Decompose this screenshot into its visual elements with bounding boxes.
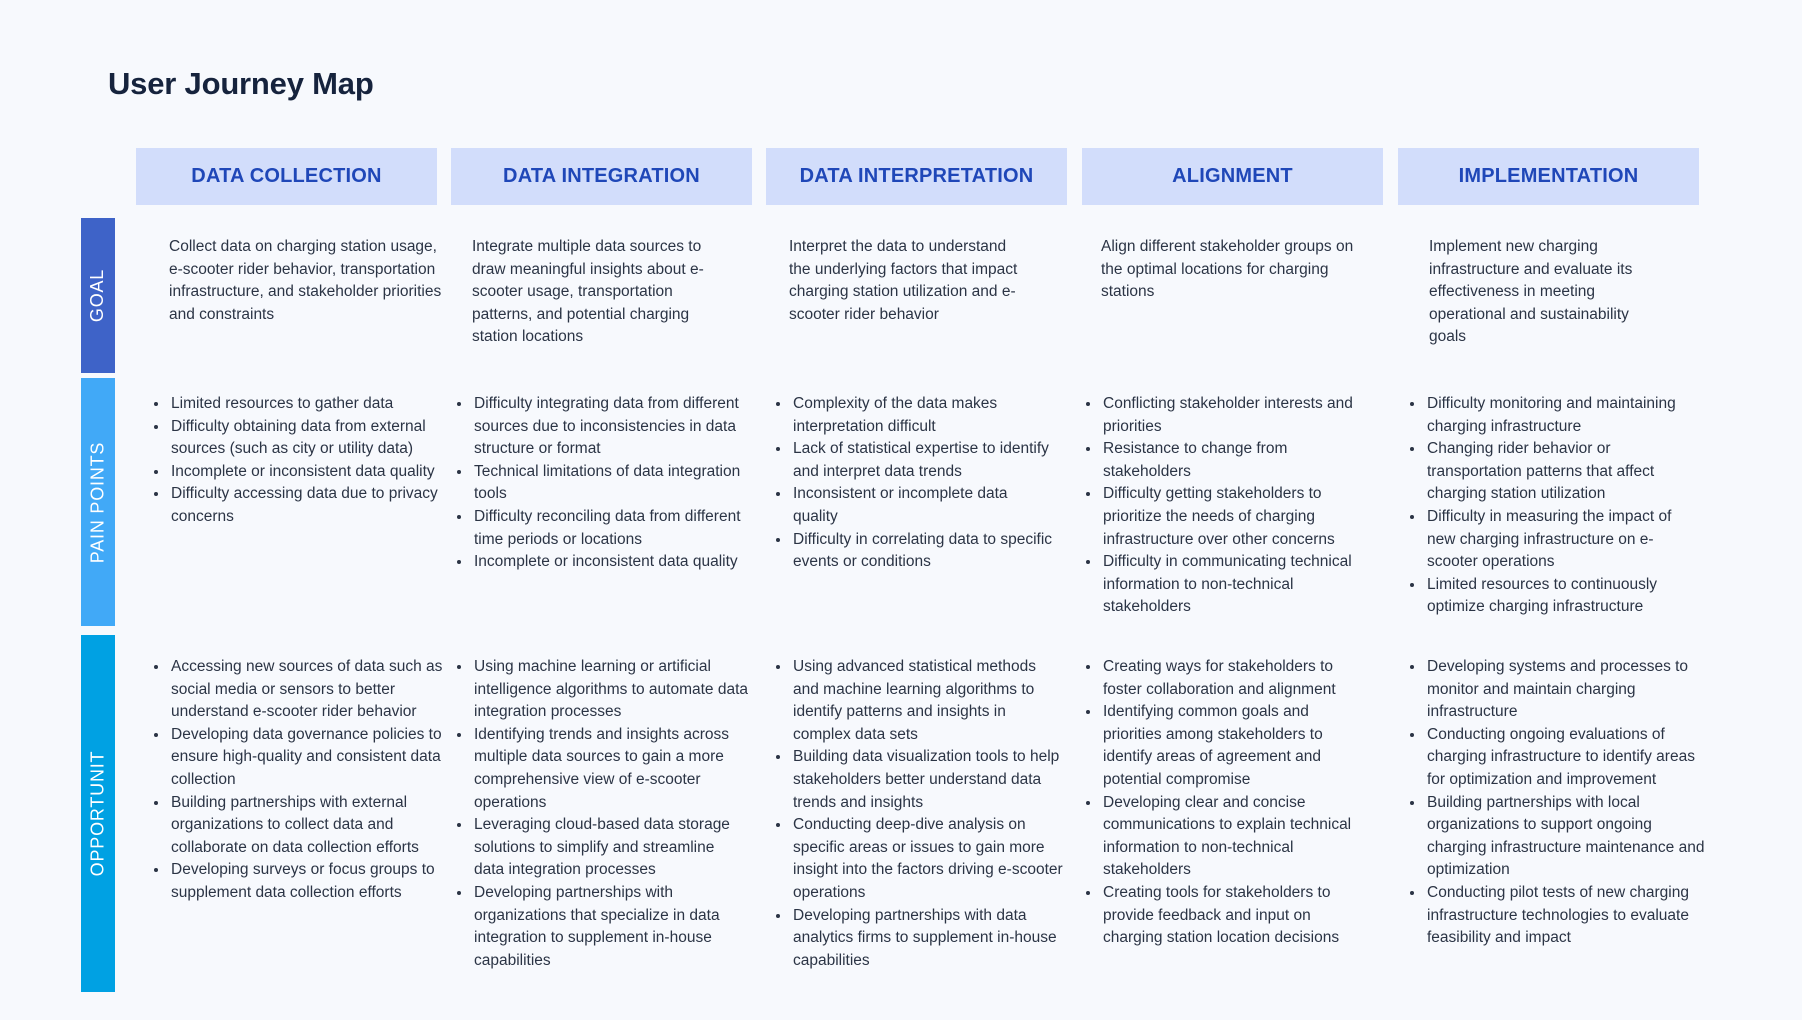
pain-points-cell-data-integration (456, 393, 748, 574)
list-item: • Complexity of the data makes interpretation difficult (791, 393, 1055, 438)
opportunities-cell-implementation (1409, 656, 1705, 950)
column-header-alignment: ALIGNMENT (1082, 148, 1383, 205)
list-item: • Difficulty in measuring the impact of new charging infrastructure on e-scooter operations (1425, 506, 1699, 574)
row-label-opportunities (81, 635, 115, 992)
list-item: • Difficulty monitoring and maintaining charging infrastructure (1425, 393, 1699, 438)
opportunities-cell-data-interpretation (775, 656, 1065, 972)
list-item: • Conflicting stakeholder interests and priorities (1101, 393, 1375, 438)
goal-cell-alignment (1101, 236, 1356, 304)
page-title: User Journey Map (108, 66, 374, 101)
list-item: • Technical limitations of data integration tools (472, 461, 748, 506)
list-item: • Building data visualization tools to help stakeholders better understand data trends and insights (791, 746, 1065, 814)
pain-points-cell-data-collection (153, 393, 449, 529)
list-item: • Incomplete or inconsistent data quality (472, 551, 748, 574)
list-item: • Accessing new sources of data such as social media or sensors to better understand e-scooter rider behavior (169, 656, 449, 724)
list-item: • Difficulty reconciling data from different time periods or locations (472, 506, 748, 551)
list-item: • Creating ways for stakeholders to foster collaboration and alignment (1101, 656, 1365, 701)
list-item: • Difficulty obtaining data from external sources (such as city or utility data) (169, 416, 449, 461)
list-item: • Conducting deep-dive analysis on specific areas or issues to gain more insight into the factors driving e-scooter operations (791, 814, 1065, 904)
row-label-goal-text: GOAL (87, 268, 108, 323)
goal-cell-data-collection (169, 236, 445, 326)
list-item: • Difficulty getting stakeholders to prioritize the needs of charging infrastructure over other concerns (1101, 483, 1375, 551)
list-item: • Developing clear and concise communications to explain technical information to non-technical stakeholders (1101, 792, 1365, 882)
opportunities-cell-alignment (1085, 656, 1365, 950)
list-item: • Resistance to change from stakeholders (1101, 438, 1375, 483)
list-item: • Difficulty integrating data from different sources due to inconsistencies in data structure or format (472, 393, 748, 461)
list-item: • Developing partnerships with organizations that specialize in data integration to supplement in-house capabilities (472, 882, 748, 972)
list-item: • Leveraging cloud-based data storage solutions to simplify and streamline data integration processes (472, 814, 748, 882)
list-item: • Identifying trends and insights across multiple data sources to gain a more comprehensive view of e-scooter operations (472, 724, 748, 814)
opportunities-cell-data-integration (456, 656, 748, 972)
list-item: • Building partnerships with local organizations to support ongoing charging infrastructure maintenance and optimization (1425, 792, 1705, 882)
column-header-implementation: IMPLEMENTATION (1398, 148, 1699, 205)
list-item: • Conducting pilot tests of new charging infrastructure technologies to evaluate feasibility and impact (1425, 882, 1705, 950)
column-header-data-collection: DATA COLLECTION (136, 148, 437, 205)
list-item: • Lack of statistical expertise to identify and interpret data trends (791, 438, 1055, 483)
pain-points-cell-data-interpretation (775, 393, 1055, 574)
list-item: • Incomplete or inconsistent data quality (169, 461, 449, 484)
row-label-pain-points-text: PAIN POINTS (87, 441, 108, 563)
list-item: • Using machine learning or artificial intelligence algorithms to automate data integration processes (472, 656, 748, 724)
list-item: • Developing systems and processes to monitor and maintain charging infrastructure (1425, 656, 1705, 724)
row-label-goal (81, 218, 115, 373)
list-item: • Difficulty accessing data due to privacy concerns (169, 483, 449, 528)
list-item: • Using advanced statistical methods and machine learning algorithms to identify patterns and insights in complex data sets (791, 656, 1065, 746)
list-item: • Developing partnerships with data analytics firms to supplement in-house capabilities (791, 905, 1065, 973)
row-label-pain-points (81, 378, 115, 626)
list-item: • Developing data governance policies to ensure high-quality and consistent data collection (169, 724, 449, 792)
list-item: • Conducting ongoing evaluations of charging infrastructure to identify areas for optimization and improvement (1425, 724, 1705, 792)
list-item: • Difficulty in communicating technical information to non-technical stakeholders (1101, 551, 1375, 619)
goal-text: Integrate multiple data sources to draw meaningful insights about e-scooter usage, transportation patterns, and potential charging station locations (472, 238, 704, 346)
row-label-opportunities-text: OPPORTUNIT (87, 750, 108, 877)
goal-cell-implementation (1429, 236, 1669, 349)
list-item: • Developing surveys or focus groups to supplement data collection efforts (169, 859, 449, 904)
pain-points-cell-implementation (1409, 393, 1699, 619)
list-item: • Limited resources to gather data (169, 393, 449, 416)
pain-points-cell-alignment (1085, 393, 1375, 619)
list-item: • Changing rider behavior or transportation patterns that affect charging station utilization (1425, 438, 1699, 506)
list-item: • Limited resources to continuously optimize charging infrastructure (1425, 574, 1699, 619)
goal-cell-data-integration (472, 236, 730, 349)
goal-text: Align different stakeholder groups on the optimal locations for charging stations (1101, 238, 1354, 301)
column-header-data-integration: DATA INTEGRATION (451, 148, 752, 205)
column-header-data-interpretation: DATA INTERPRETATION (766, 148, 1067, 205)
list-item: • Identifying common goals and priorities among stakeholders to identify areas of agreement and potential compromise (1101, 701, 1365, 791)
list-item: • Creating tools for stakeholders to provide feedback and input on charging station location decisions (1101, 882, 1365, 950)
goal-text: Collect data on charging station usage, e-scooter rider behavior, transportation infrastructure, and stakeholder priorities and constraints (169, 238, 442, 323)
goal-text: Interpret the data to understand the underlying factors that impact charging station utilization and e-scooter rider behavior (789, 238, 1018, 323)
opportunities-cell-data-collection (153, 656, 449, 905)
list-item: • Building partnerships with external organizations to collect data and collaborate on data collection efforts (169, 792, 449, 860)
list-item: • Difficulty in correlating data to specific events or conditions (791, 529, 1055, 574)
goal-cell-data-interpretation (789, 236, 1029, 326)
list-item: • Inconsistent or incomplete data quality (791, 483, 1055, 528)
goal-text: Implement new charging infrastructure and evaluate its effectiveness in meeting operational and sustainability goals (1429, 238, 1633, 346)
